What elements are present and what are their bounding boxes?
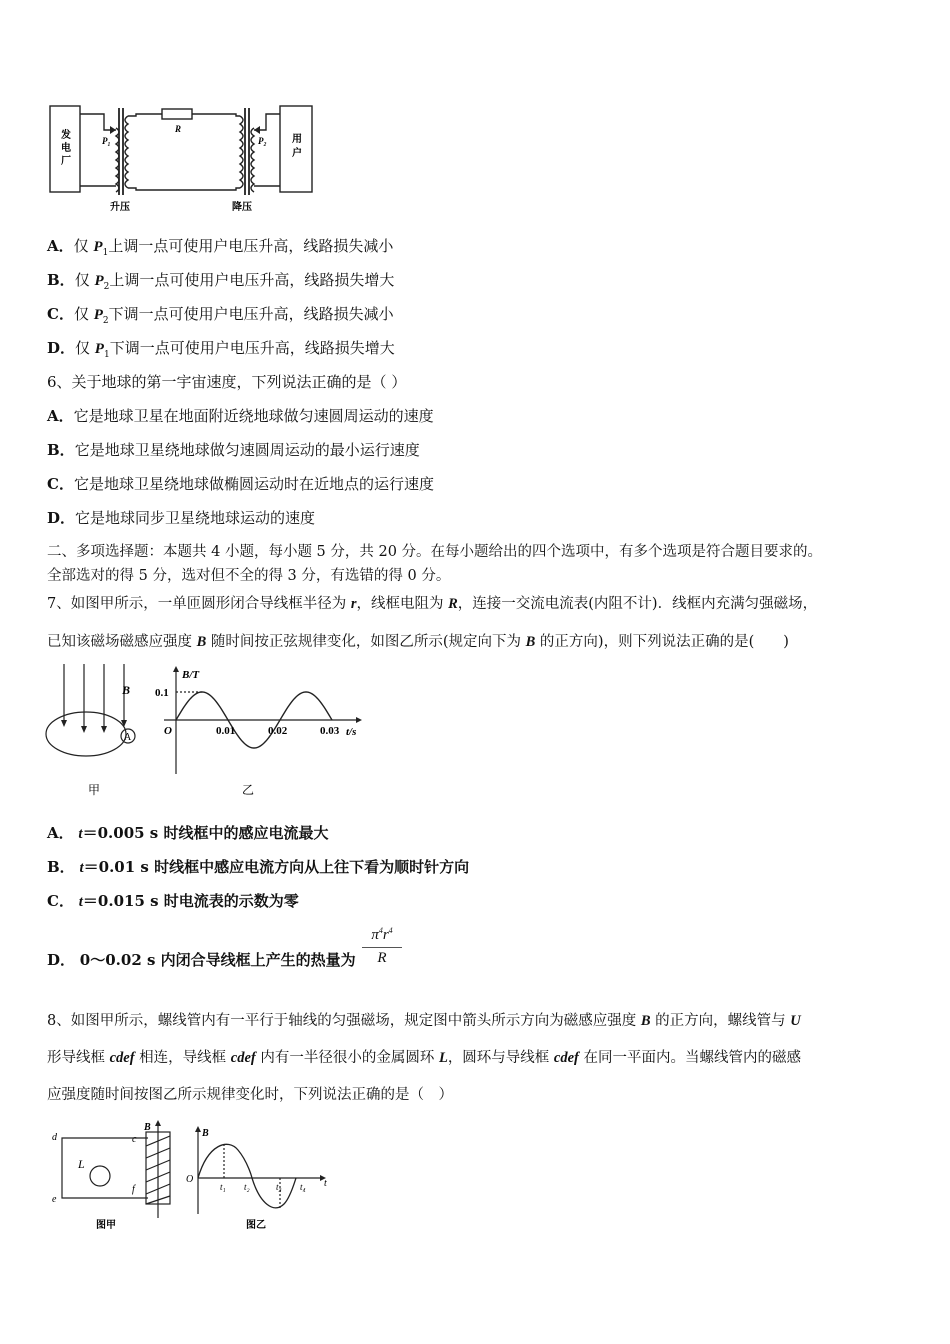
q7-jia-caption: 甲 [88, 783, 101, 797]
chart-xlabel: t/s [346, 726, 357, 738]
step-up-label: 升压 [110, 202, 130, 213]
q7-stem-line1: 7、如图甲所示，一单匝圆形闭合导线框半径为 r，线框电阻为 R，连接一交流电流表(内阻不计)．线框内充满匀强磁场， [47, 596, 818, 612]
label-L: L [78, 1157, 85, 1171]
fraction-numerator: $\pi^4r^4$ [362, 926, 402, 948]
q8-figure-jia [48, 1118, 188, 1233]
section2-line1: 二、多项选择题：本题共 4 小题，每小题 5 分，共 20 分。在每小题给出的四个选项中，有多个选项是符合题目要求的。 [47, 544, 823, 560]
section2-line2: 全部选对的得 5 分，选对但不全的得 3 分，有选错的得 0 分。 [47, 568, 451, 584]
q7-B-label: B [122, 683, 131, 697]
fraction-denominator: R [377, 950, 387, 966]
label-f: f [132, 1184, 135, 1195]
q5-option-b[interactable]: B．仅 $P_2$上调一点可使用户电压升高，线路损失增大 [47, 271, 395, 292]
q8-stem-line2: 形导线框 cdef 相连，导线框 cdef 内有一半径很小的金属圆环 L，圆环与导线框 cdef 在同一平面内。当螺线管内的磁感 [47, 1050, 801, 1066]
p1-label: P₁ [102, 136, 111, 146]
q7-stem-line2: 已知该磁场磁感应强度 B 随时间按正弦规律变化，如图乙所示(规定向下为 B 的正方向)，则下列说法正确的是( ) [47, 634, 789, 650]
metal-ring [90, 1166, 110, 1186]
chart-xtick-0.02: 0.02 [268, 725, 288, 737]
q8-ylabel: B [202, 1128, 209, 1139]
q8-yi-caption: 图乙 [246, 1220, 266, 1231]
q7-figure-jia [44, 664, 154, 804]
q8-t2: t₂ [244, 1182, 250, 1192]
generator-label: 发电厂 [61, 130, 71, 167]
q8-t3: t₃ [276, 1182, 282, 1192]
chart-xtick-0.03: 0.03 [320, 725, 340, 737]
q5-option-c[interactable]: C．仅 $P_2$下调一点可使用户电压升高，线路损失减小 [47, 305, 394, 326]
chart-origin: O [164, 725, 172, 737]
chart-xtick-0.01: 0.01 [216, 725, 236, 737]
q6-option-d[interactable]: D．它是地球同步卫星绕地球运动的速度 [47, 509, 316, 527]
label-B: B [144, 1122, 151, 1133]
q8-origin: O [186, 1174, 194, 1185]
transformer-figure [44, 100, 334, 215]
q6-option-c[interactable]: C．它是地球卫星绕地球做椭圆运动时在近地点的运行速度 [47, 475, 434, 493]
q8-xlabel: t [324, 1178, 327, 1189]
q8-jia-caption: 图甲 [96, 1220, 116, 1231]
label-c: c [132, 1134, 137, 1145]
q7-option-b[interactable]: B． t＝0.01 s 时线框中感应电流方向从上往下看为顺时针方向 [47, 858, 470, 876]
resistor [162, 109, 192, 119]
q7-figure-yi-chart [150, 664, 370, 804]
q7-option-d[interactable]: D． 0～0.02 s 内闭合导线框上产生的热量为 [47, 951, 356, 969]
q7-option-c[interactable]: C． t＝0.015 s 时电流表的示数为零 [47, 892, 299, 910]
q6-stem: 6、关于地球的第一宇宙速度，下列说法正确的是（ ） [47, 373, 407, 391]
user-label: 用户 [292, 134, 302, 159]
q8-curve [198, 1144, 296, 1207]
q7-yi-caption: 乙 [242, 783, 255, 797]
chart-ytick-0.1: 0.1 [155, 687, 169, 699]
q8-stem-line1: 8、如图甲所示，螺线管内有一平行于轴线的匀强磁场，规定图中箭头所示方向为磁感应强度 B 的正方向，螺线管与 U [47, 1013, 801, 1029]
p2-label: P₂ [258, 136, 267, 146]
chart-ylabel: B/T [182, 669, 200, 681]
resistor-label: R [175, 124, 182, 134]
q7-option-a[interactable]: A． t＝0.005 s 时线框中的感应电流最大 [47, 824, 329, 842]
q6-option-b[interactable]: B．它是地球卫星绕地球做匀速圆周运动的最小运行速度 [47, 441, 420, 459]
ammeter-label: A [124, 732, 132, 743]
q5-option-a[interactable]: A．仅 $P_1$上调一点可使用户电压升高，线路损失减小 [47, 237, 394, 258]
label-e: e [52, 1194, 57, 1205]
q7-option-d-fraction [362, 926, 402, 967]
step-down-label: 降压 [232, 202, 252, 213]
q8-t4: t₄ [300, 1182, 306, 1192]
label-d: d [52, 1132, 57, 1143]
q8-t1: t₁ [220, 1182, 226, 1192]
q8-figure-yi [184, 1124, 334, 1234]
q6-option-a[interactable]: A．它是地球卫星在地面附近绕地球做匀速圆周运动的速度 [47, 407, 434, 425]
q5-option-d[interactable]: D．仅 $P_1$下调一点可使用户电压升高，线路损失增大 [47, 339, 395, 360]
q8-stem-line3: 应强度随时间按图乙所示规律变化时，下列说法正确的是（ ） [47, 1087, 453, 1103]
